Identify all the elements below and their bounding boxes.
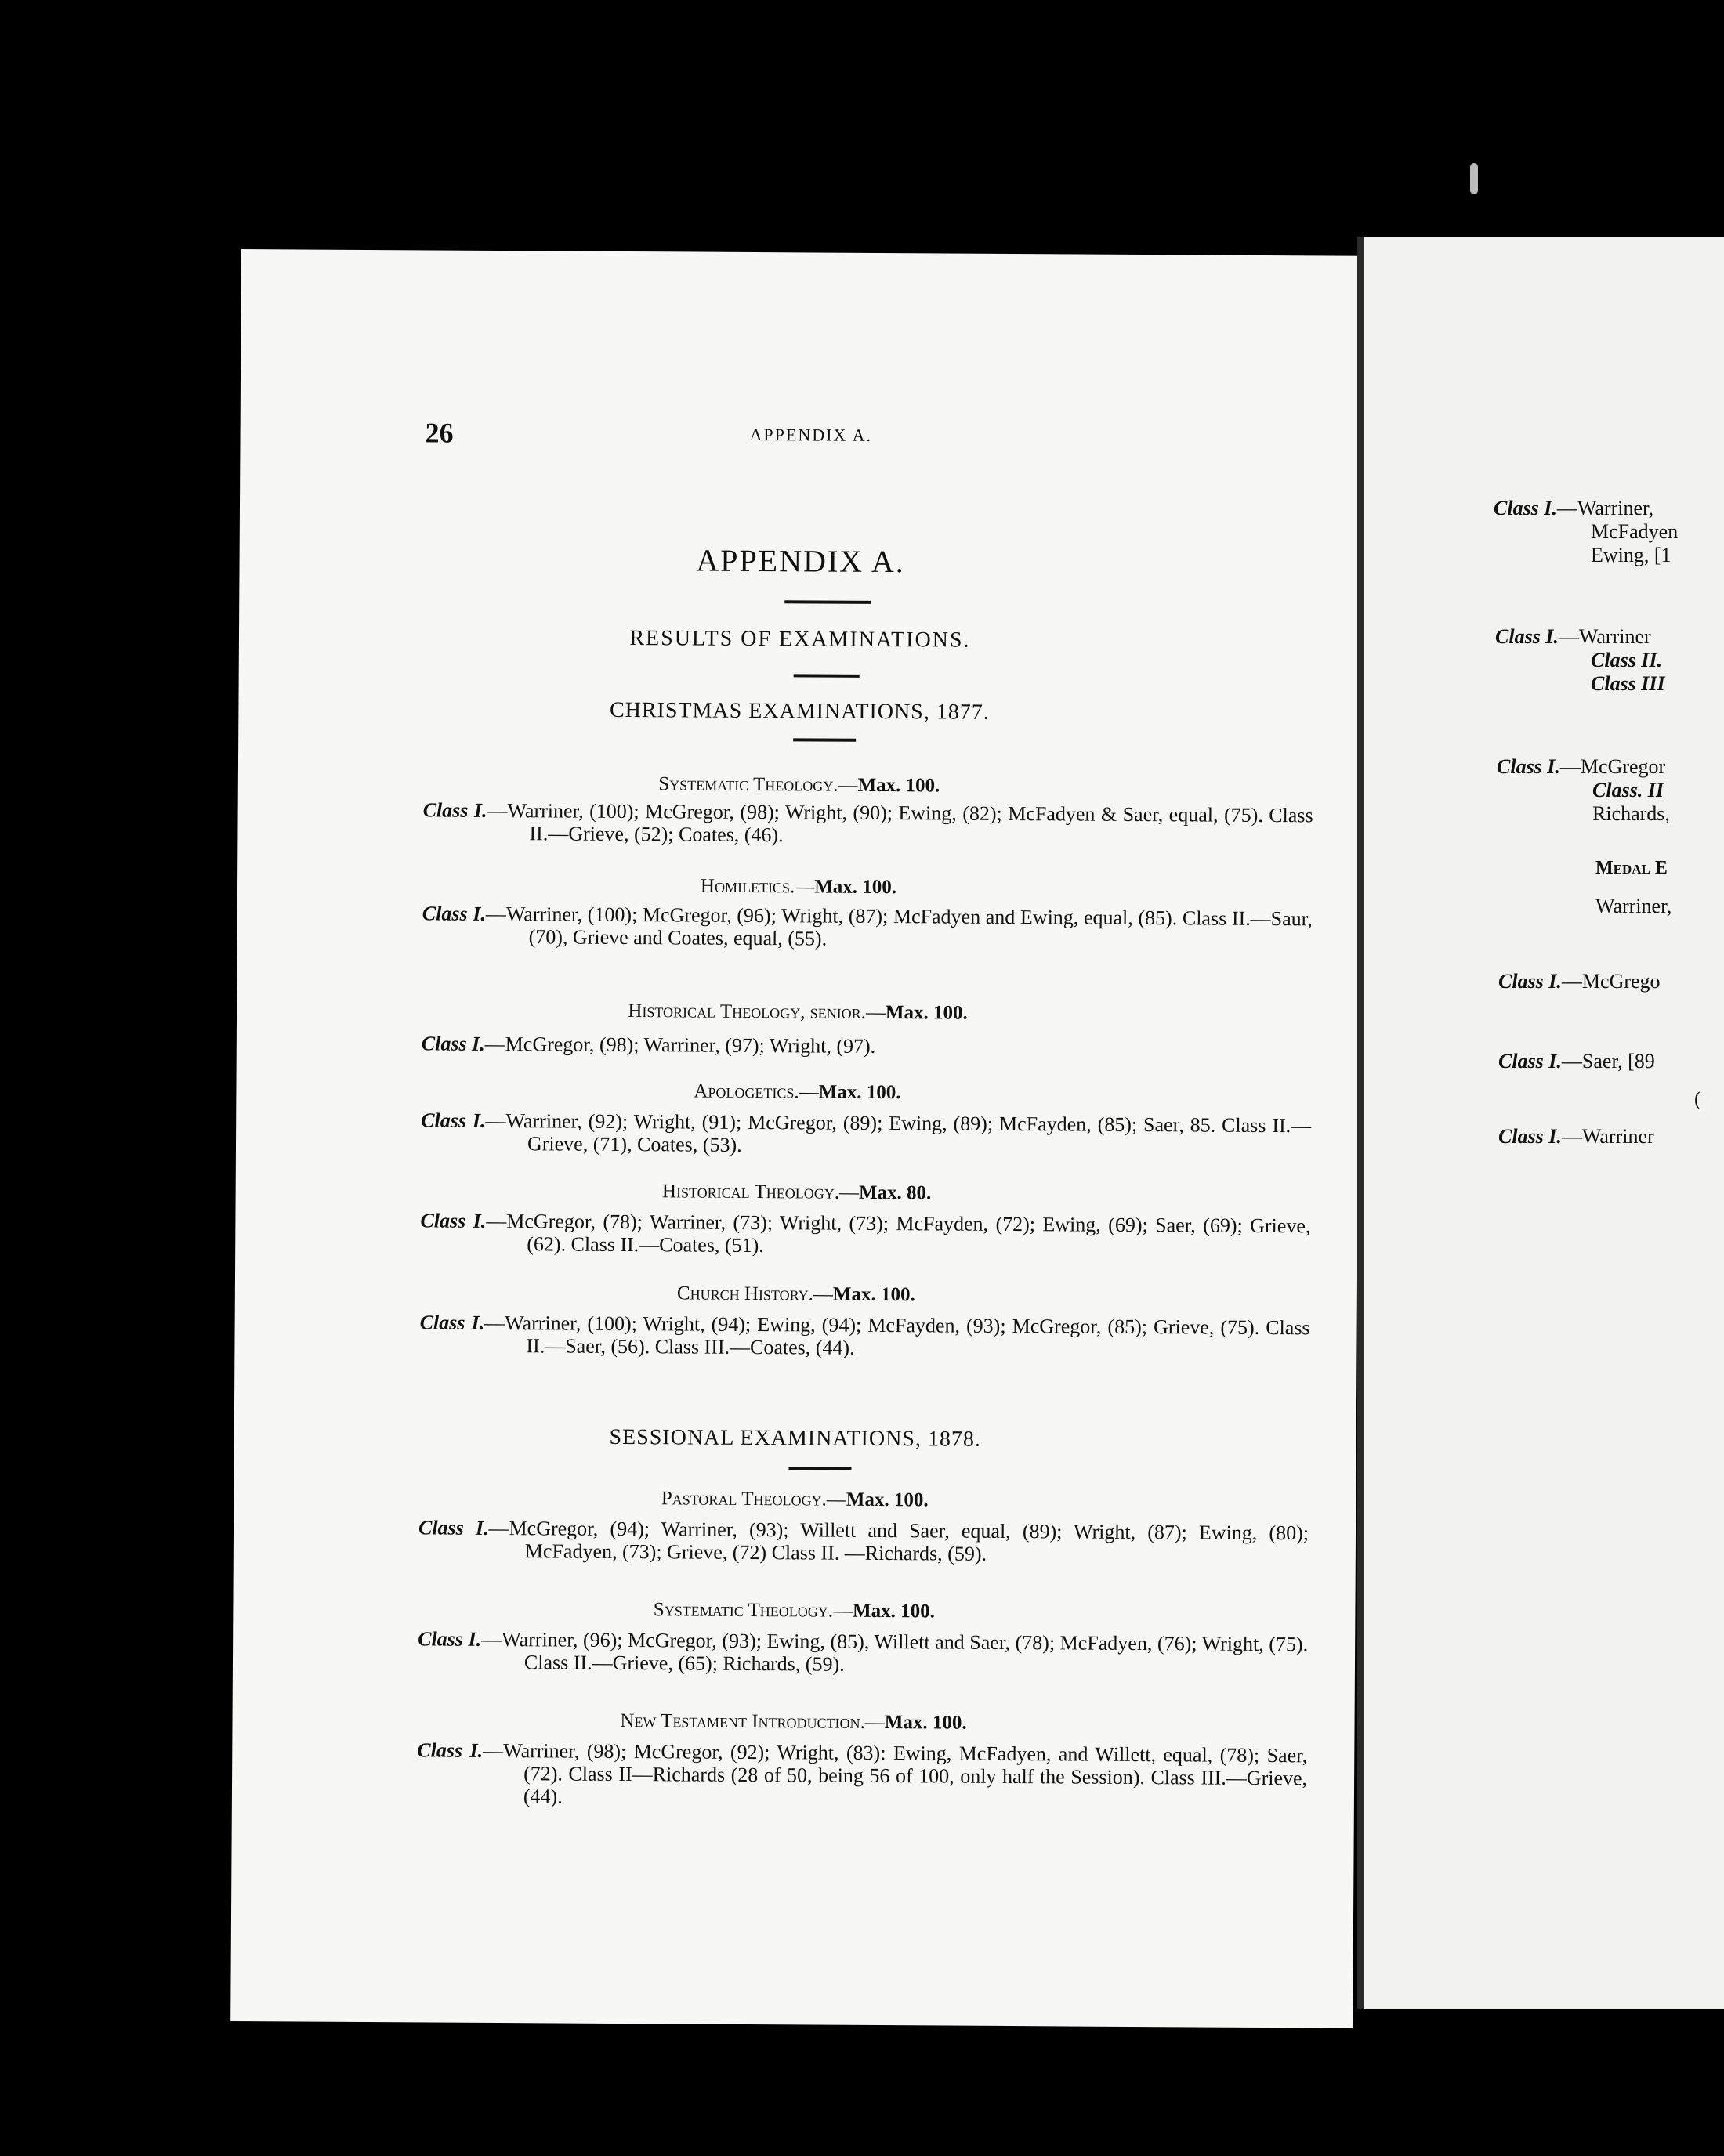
subject-heading: Historical Theology.—Max. 80. (661, 1181, 932, 1204)
fragment-line: Class I.—Warriner (1498, 1125, 1654, 1148)
results-entry: Class I.—McGregor, (94); Warriner, (93); Willett and Saer, equal, (89); Wright, (87); Ewing, (80); McFadyen, (73); Grieve, (72) Class II. —Richards, (59). (418, 1516, 1309, 1565)
fragment-line: Class I.—McGregor (1497, 755, 1666, 778)
subject-heading: Systematic Theology.—Max. 100. (658, 773, 940, 797)
results-entry: Class I.—Warriner, (92); Wright, (91); McGregor, (89); Ewing, (89); McFayden, (85); Saer, 85. Class II.—Grieve, (71), Coates, (53). (421, 1109, 1312, 1156)
rule (788, 1467, 851, 1470)
subject-heading: Church History.—Max. 100. (676, 1282, 915, 1306)
page-number: 26 (425, 417, 454, 449)
fragment-line: Class III (1591, 672, 1665, 695)
results-entry: Class I.—Warriner, (100); Wright, (94); Ewing, (94); McFayden, (93); McGregor, (85); Grieve, (75). Class II.—Saer, (56). Class III.—Coates, (44). (419, 1311, 1310, 1359)
scan-artifact (1470, 163, 1478, 194)
running-head: APPENDIX A. (749, 424, 873, 445)
fragment-line: Warriner, (1595, 895, 1672, 917)
subject-heading: Systematic Theology.—Max. 100. (653, 1599, 936, 1622)
subject-heading: New Testament Introduction.—Max. 100. (620, 1709, 967, 1734)
results-entry: Class I.—Warriner, (98); McGregor, (92); Wright, (83): Ewing, McFadyen, and Willett, equal, (78); Saer, (72). Class II—Richards (28 of 50, being 56 of 100, only half the Session). Class III.—Grieve, (44). (417, 1738, 1308, 1808)
subject-heading: Pastoral Theology.—Max. 100. (661, 1488, 929, 1511)
fragment-line: McFadyen (1591, 520, 1679, 543)
subject-heading: Homiletics.—Max. 100. (700, 875, 897, 899)
fragment-line: Class I.—Saer, [89 (1498, 1050, 1655, 1073)
fragment-line: ( (1694, 1087, 1701, 1110)
subject-heading: Historical Theology, senior.—Max. 100. (628, 1000, 968, 1024)
results-entry: Class I.—McGregor, (98); Warriner, (97); Wright, (97). (421, 1032, 876, 1058)
results-entry: Class I.—McGregor, (78); Warriner, (73); Wright, (73); McFayden, (72); Ewing, (69); Saer, (69); Grieve, (62). Class II.—Coates, (51). (420, 1209, 1311, 1257)
fragment-line: Class I.—Warriner, (1494, 497, 1654, 519)
fragment-line: Class I.—Warriner (1495, 625, 1651, 648)
rule (784, 600, 871, 604)
fragment-line: Class. II (1592, 779, 1664, 801)
fragment-line: Class II. (1591, 649, 1663, 671)
rule (793, 738, 856, 741)
fragment-line: Class I.—McGrego (1498, 970, 1661, 993)
rule (794, 674, 860, 678)
results-entry: Class I.—Warriner, (100); McGregor, (98); Wright, (90); Ewing, (82); McFadyen & Saer, equal, (75). Class II.—Grieve, (52); Coates, (46). (422, 798, 1313, 847)
appendix-title: APPENDIX A. (696, 542, 905, 580)
fragment-line: Richards, (1592, 802, 1670, 825)
fragment-line: Medal E (1595, 858, 1668, 878)
results-entry: Class I.—Warriner, (96); McGregor, (93); Ewing, (85), Willett and Saer, (78); McFadyen, (76); Wright, (75). Class II.—Grieve, (65); Richards, (59). (418, 1627, 1309, 1676)
subject-heading: Apologetics.—Max. 100. (694, 1080, 901, 1104)
results-entry: Class I.—Warriner, (100); McGregor, (96); Wright, (87); McFadyen and Ewing, equal, (85). Class II.—Saur, (70), Grieve and Coates, equal, (55). (422, 902, 1313, 950)
sessional-heading: SESSIONAL EXAMINATIONS, 1878. (609, 1424, 982, 1452)
results-heading: RESULTS OF EXAMINATIONS. (629, 626, 971, 653)
fragment-line: Ewing, [1 (1591, 544, 1671, 566)
left-page (230, 249, 1364, 2028)
christmas-heading: CHRISTMAS EXAMINATIONS, 1877. (609, 697, 990, 725)
right-page (1357, 237, 1724, 2009)
